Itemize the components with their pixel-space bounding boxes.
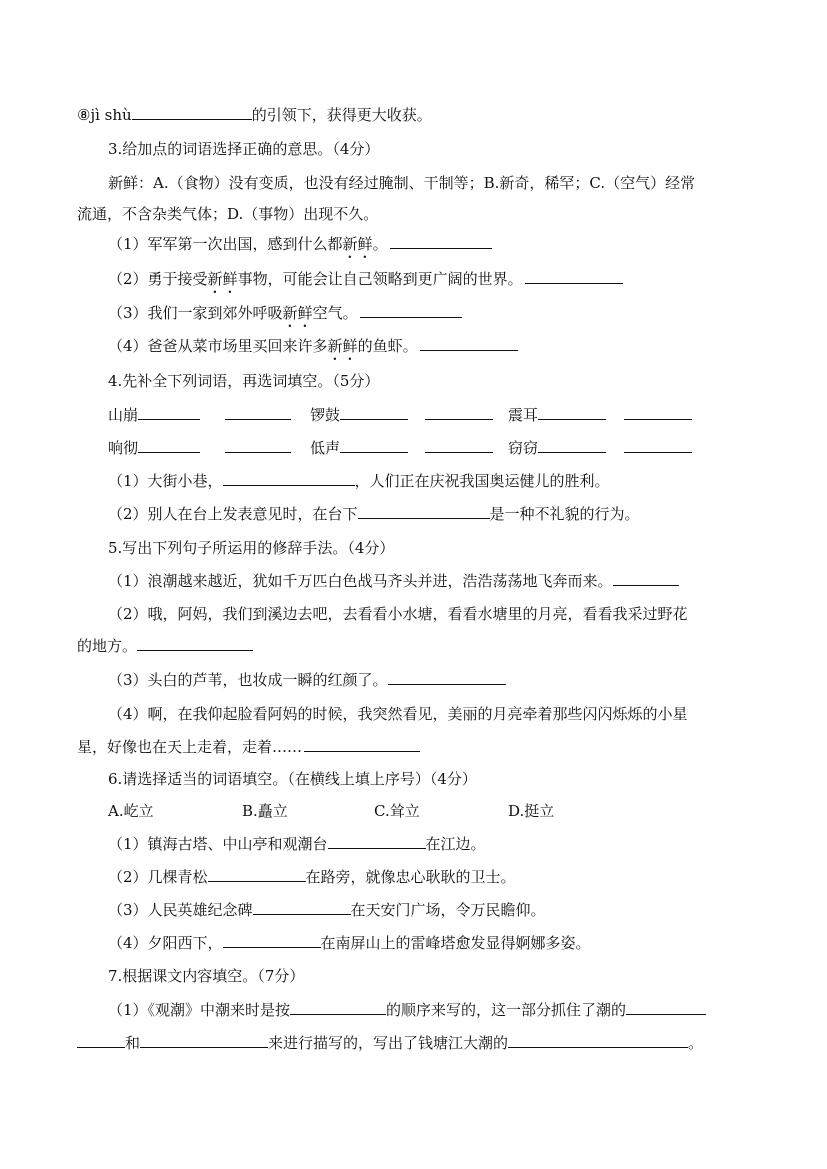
q6-option-b: B.矗立 — [242, 802, 288, 820]
q6-option-d: D.挺立 — [508, 802, 555, 820]
answer-blank[interactable] — [138, 438, 200, 453]
pinyin-prompt: ⑧jì shù — [77, 106, 132, 124]
dotted-word: 新鲜 — [327, 337, 358, 355]
answer-blank[interactable] — [358, 504, 490, 519]
q2-item-8: ⑧jì shù 的引领下，获得更大收获。 — [77, 106, 432, 124]
answer-blank[interactable] — [225, 438, 291, 453]
q3-item-3: （3）我们一家到郊外呼吸新鲜空气。 — [108, 302, 462, 331]
q3-item-4: （4）爸爸从菜市场里买回来许多新鲜的鱼虾。 — [108, 335, 518, 364]
answer-blank[interactable] — [624, 405, 692, 420]
q4-word-2-blank[interactable] — [425, 404, 493, 426]
answer-blank[interactable] — [525, 269, 623, 284]
q3-item-1: （1）军军第一次出国，感到什么都新鲜。 — [108, 233, 492, 262]
q4-word-4: 响彻 — [108, 437, 200, 459]
answer-blank[interactable] — [223, 471, 355, 486]
answer-blank[interactable] — [425, 438, 493, 453]
q6-item-1: （1）镇海古塔、中山亭和观潮台 在江边。 — [108, 835, 486, 853]
answer-blank[interactable] — [77, 1033, 125, 1048]
q7-item-1-line-2: 和 来进行描写的，写出了钱塘江大潮的 。 — [77, 1032, 703, 1054]
q3-item-2: （2）勇于接受新鲜事物，可能会让自己领略到更广阔的世界。 — [108, 268, 623, 297]
answer-blank[interactable] — [225, 405, 291, 420]
answer-blank[interactable] — [425, 405, 493, 420]
answer-blank[interactable] — [223, 933, 321, 948]
answer-blank[interactable] — [508, 1033, 688, 1048]
answer-blank[interactable] — [613, 571, 679, 586]
q3-title: 3.给加点的词语选择正确的意思。（4分） — [108, 140, 380, 158]
q6-item-4: （4）夕阳西下， 在南屏山上的雷峰塔愈发显得婀娜多姿。 — [108, 934, 591, 952]
q5-title: 5.写出下列句子所运用的修辞手法。（4分） — [108, 539, 395, 557]
q4-word-4-blank[interactable] — [225, 437, 291, 459]
q4-word-3-blank[interactable] — [624, 404, 692, 426]
answer-blank[interactable] — [360, 303, 462, 318]
answer-blank[interactable] — [328, 834, 426, 849]
q6-item-2: （2）几棵青松 在路旁，就像忠心耿耿的卫士。 — [108, 868, 516, 886]
q5-item-1: （1）浪潮越来越近，犹如千万匹白色战马齐头并进，浩浩荡荡地飞奔而来。 — [108, 570, 679, 592]
q6-title: 6.请选择适当的词语填空。（在横线上填上序号）（4分） — [108, 770, 477, 788]
q3-definition-line-2: 流通，不含杂类气体；D.（事物）出现不久。 — [77, 205, 379, 223]
q4-word-2: 锣鼓 — [310, 404, 408, 426]
dotted-word: 新鲜 — [282, 304, 313, 322]
q4-title: 4.先补全下列词语，再选词填空。（5分） — [108, 372, 380, 390]
q5-item-2-line-1: （2）哦，阿妈，我们到溪边去吧，去看看小水塘，看看水塘里的月亮，看看我采过野花 — [108, 605, 688, 623]
dotted-word: 新鲜 — [207, 270, 238, 288]
q4-word-3: 震耳 — [508, 404, 606, 426]
answer-blank[interactable] — [390, 234, 492, 249]
q7-item-1-line-1: （1）《观潮》中潮来时是按 的顺序来写的，这一部分抓住了潮的 — [108, 999, 706, 1021]
answer-blank[interactable] — [304, 737, 420, 752]
q6-item-3: （3）人民英雄纪念碑 在天安门广场，令万民瞻仰。 — [108, 901, 546, 919]
q5-item-4-line-2: 星，好像也在天上走着，走着…… — [77, 736, 420, 758]
q6-option-a: A.屹立 — [108, 802, 154, 820]
answer-blank[interactable] — [420, 336, 518, 351]
q4-word-6-blank[interactable] — [624, 437, 692, 459]
q7-title: 7.根据课文内容填空。（7分） — [108, 967, 305, 985]
q5-item-3: （3）头白的芦苇，也妆成一瞬的红颜了。 — [108, 669, 506, 691]
answer-blank[interactable] — [208, 867, 306, 882]
answer-blank[interactable] — [132, 105, 252, 120]
q5-item-2-line-2: 的地方。 — [77, 635, 253, 657]
answer-blank[interactable] — [624, 438, 692, 453]
q4-word-1: 山崩 — [108, 404, 200, 426]
q5-item-4-line-1: （4）啊，在我仰起脸看阿妈的时候，我突然看见，美丽的月亮牵着那些闪闪烁烁的小星 — [108, 705, 688, 723]
q4-word-5-blank[interactable] — [425, 437, 493, 459]
answer-blank[interactable] — [137, 636, 253, 651]
q4-word-5: 低声 — [310, 437, 408, 459]
dotted-word: 新鲜 — [342, 235, 373, 253]
answer-blank[interactable] — [626, 1000, 706, 1015]
answer-blank[interactable] — [388, 670, 506, 685]
q4-word-1-blank[interactable] — [225, 404, 291, 426]
q4-item-2: （2）别人在台上发表意见时，在台下 是一种不礼貌的行为。 — [108, 505, 640, 523]
answer-blank[interactable] — [290, 1000, 386, 1015]
q3-definition-line-1: 新鲜：A.（食物）没有变质，也没有经过腌制、干制等；B.新奇，稀罕；C.（空气）经常 — [108, 174, 696, 192]
q6-option-c: C.耸立 — [374, 802, 420, 820]
answer-blank[interactable] — [138, 405, 200, 420]
answer-blank[interactable] — [253, 900, 351, 915]
answer-blank[interactable] — [340, 438, 408, 453]
q4-item-1: （1）大街小巷， ，人们正在庆祝我国奥运健儿的胜利。 — [108, 472, 610, 490]
q4-word-6: 窃窃 — [508, 437, 606, 459]
answer-blank[interactable] — [140, 1033, 268, 1048]
answer-blank[interactable] — [340, 405, 408, 420]
answer-blank[interactable] — [538, 405, 606, 420]
answer-blank[interactable] — [538, 438, 606, 453]
